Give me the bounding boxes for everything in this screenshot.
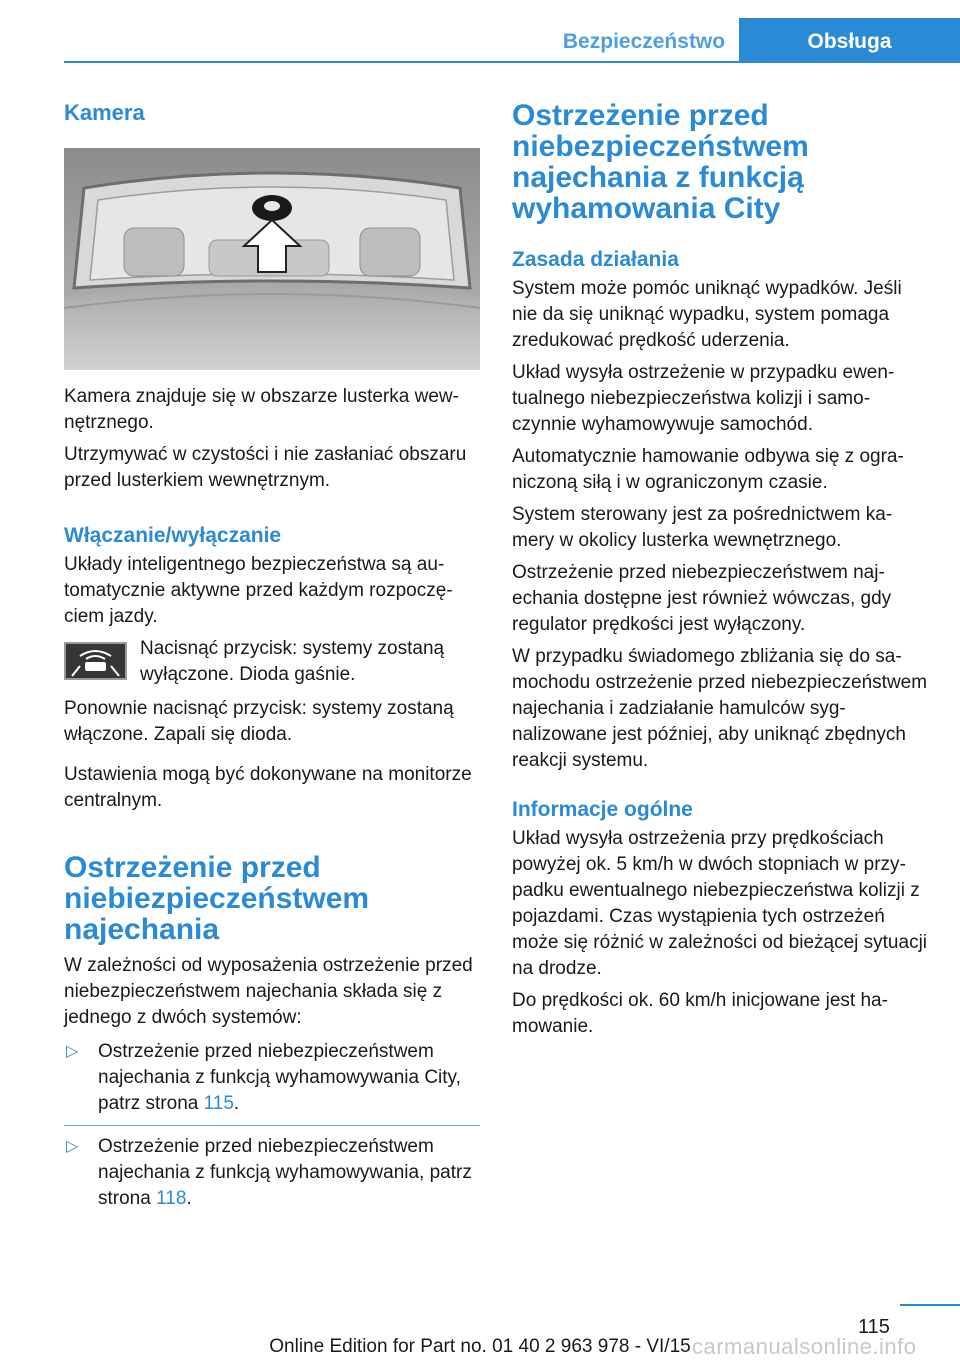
left-column bbox=[64, 100, 480, 1212]
principle-paragraph: Automatycznie hamowanie odbywa się z ograniczoną siłą i w ograniczonym czasie. bbox=[512, 446, 904, 493]
systems-list bbox=[64, 1039, 480, 1212]
principle-paragraph: W przypadku świadomego zbliżania się do samochodu ostrzeżenie przed niebezpieczeństwem najechania i zadziałanie hamulców sygnalizowane jest później, aby uniknąć zbędnych reakcji systemu. bbox=[512, 646, 928, 771]
footer-rule bbox=[900, 1304, 960, 1306]
page-link-118[interactable]: 118 bbox=[156, 1188, 187, 1209]
general-paragraph: Do prędkości ok. 60 km/h inicjowane jest hamowanie. bbox=[512, 990, 888, 1037]
watermark: carmanualsonline.info bbox=[692, 1334, 917, 1359]
camera-heading: Kamera bbox=[64, 100, 145, 125]
list-item-end: . bbox=[186, 1188, 192, 1209]
right-column bbox=[512, 100, 928, 1040]
general-heading: Informacje ogólne bbox=[512, 798, 693, 821]
triangle-bullet-icon: ▷ bbox=[66, 1138, 79, 1155]
principle-paragraph: System sterowany jest za pośrednictwem kamery w okolicy lusterka wewnętrznego. bbox=[512, 504, 893, 551]
general-paragraph: Układ wysyła ostrzeżenia przy prędkościach powyżej ok. 5 km/h w dwóch stopniach w przypadku ewentualnego niebezpieczeństwa kolizji z pojazdami. Czas wystąpienia tych ostrzeżeń może się różnić w zależności od bieżącej sytuacji na drodze. bbox=[512, 828, 928, 979]
principle-heading: Zasada działania bbox=[512, 248, 679, 271]
city-brake-title: Ostrzeżenie przed niebezpieczeństwem najechania z funkcją wyhamowania City bbox=[512, 99, 809, 225]
principle-paragraph: Ostrzeżenie przed niebezpieczeństwem najechania dostępne jest również wówczas, gdy regulator prędkości jest wyłączony. bbox=[512, 562, 892, 635]
camera-paragraph-2: Utrzymywać w czystości i nie zasłaniać obszaru przed lusterkiem wewnętrznym. bbox=[64, 444, 467, 491]
warning-heading: Ostrzeżenie przed niebiezpieczeństwem najechania bbox=[64, 851, 370, 946]
button-row bbox=[64, 636, 480, 688]
page-number: 115 bbox=[858, 1316, 890, 1338]
onoff-paragraph-3: Ustawienia mogą być dokonywane na monitorze centralnym. bbox=[64, 764, 472, 811]
onoff-heading: Włączanie/wyłączanie bbox=[64, 524, 282, 547]
button-description: Nacisnąć przycisk: systemy zostaną wyłączone. Dioda gaśnie. bbox=[140, 638, 445, 685]
onoff-paragraph-1: Układy inteligentnego bezpieczeństwa są automatycznie aktywne przed każdym rozpoczęciem jazdy. bbox=[64, 554, 453, 627]
collision-warning-button-icon[interactable] bbox=[64, 642, 127, 680]
principle-paragraph: Układ wysyła ostrzeżenie w przypadku ewentualnego niebezpieczeństwa kolizji i samoczynnie wyhamowywuje samochód. bbox=[512, 362, 895, 435]
header-tab-section[interactable]: Bezpieczeństwo bbox=[562, 30, 726, 53]
onoff-paragraph-2: Ponownie nacisnąć przycisk: systemy zostaną włączone. Zapali się dioda. bbox=[64, 698, 454, 745]
principle-paragraph: System może pomóc uniknąć wypadków. Jeśli nie da się uniknąć wypadku, system pomaga zredukować prędkość uderzenia. bbox=[512, 278, 902, 351]
list-item-end: . bbox=[233, 1093, 240, 1114]
list-item-text: Ostrzeżenie przed niebezpieczeństwem najechania z funkcją wyhamowywania, patrz strona bbox=[98, 1136, 472, 1209]
header-rule bbox=[64, 61, 960, 63]
car-warning-icon bbox=[66, 644, 125, 678]
page-link-115[interactable]: 115 bbox=[203, 1093, 234, 1114]
list-item bbox=[64, 1039, 480, 1117]
camera-paragraph-1: Kamera znajduje się w obszarze lusterka wewnętrznego. bbox=[64, 386, 459, 433]
list-item bbox=[64, 1134, 480, 1212]
header-tab-active[interactable]: Obsługa bbox=[739, 18, 960, 62]
edition-footer: Online Edition for Part no. 01 40 2 963 978 - VI/15 bbox=[269, 1336, 691, 1357]
camera-photo bbox=[64, 148, 480, 370]
warning-paragraph-1: W zależności od wyposażenia ostrzeżenie przed niebezpieczeństwem najechania składa się z jednego z dwóch systemów: bbox=[64, 955, 473, 1028]
triangle-bullet-icon: ▷ bbox=[66, 1043, 79, 1060]
list-item-text: Ostrzeżenie przed niebezpieczeństwem najechania z funkcją wyhamowywania City, patrz strona bbox=[98, 1041, 461, 1114]
list-separator bbox=[64, 1125, 480, 1126]
